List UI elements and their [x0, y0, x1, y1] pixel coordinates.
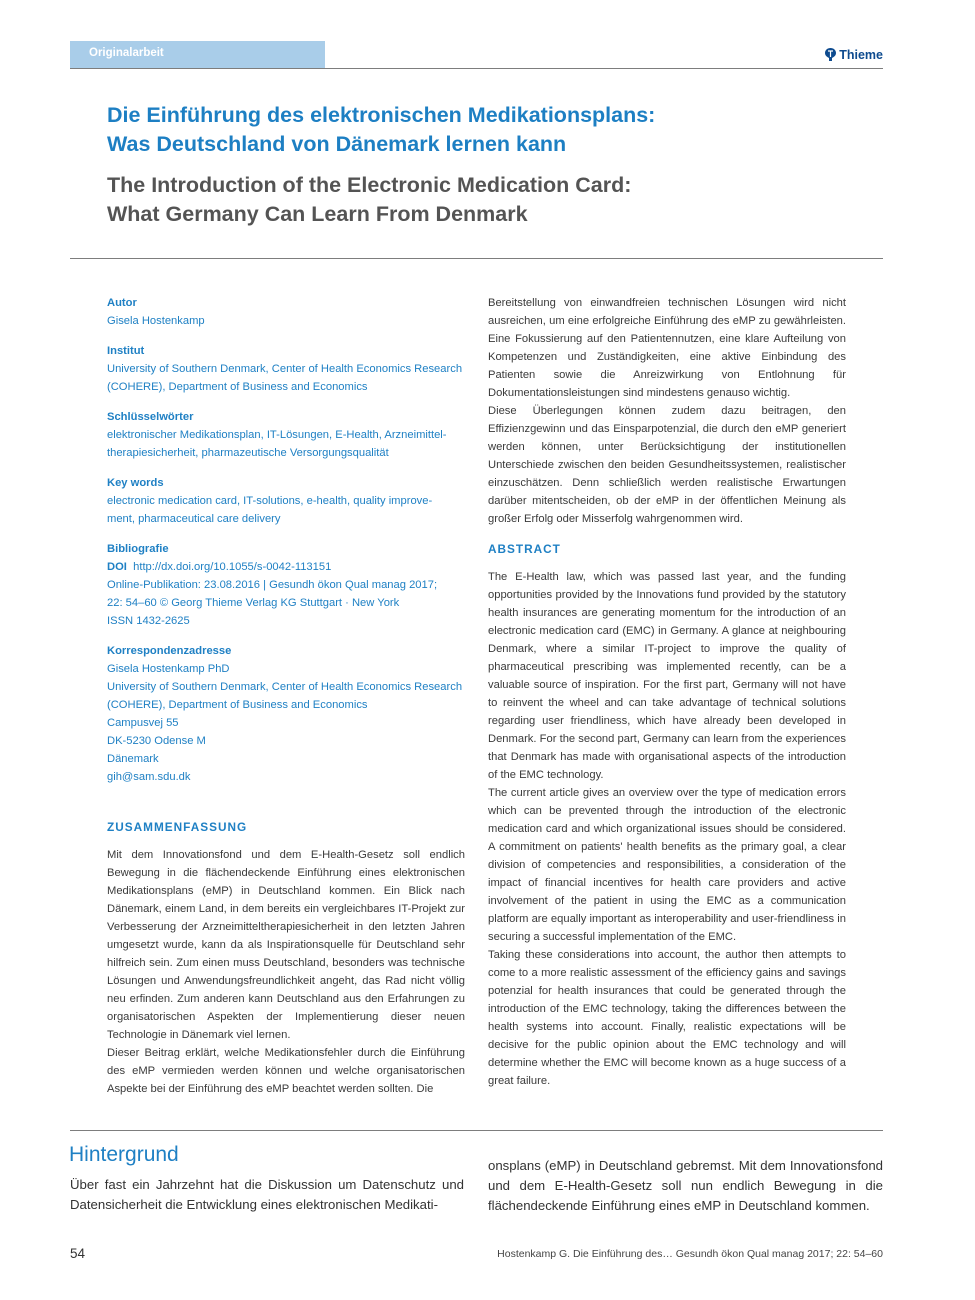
bibliography-line: Online-Publikation: 23.08.2016 | Gesundh ökon Qual manag 2017;	[107, 579, 438, 591]
zusammenfassung-continued	[488, 294, 846, 528]
title-divider	[70, 258, 883, 259]
correspondence-section	[107, 642, 467, 786]
title-english-line1: The Introduction of the Electronic Medication Card:	[107, 173, 632, 197]
correspondence-line: Gisela Hostenkamp PhD	[107, 663, 230, 675]
keywords-en-line: ment, pharmaceutical care delivery	[107, 513, 281, 525]
zusammenfassung-body	[107, 846, 465, 1098]
abstract-paragraph: The current article gives an overview over the type of medication errors which can be prevented through the introduction of the electronic medication card and which organizational issues should be considered. A commitment on patients' health benefits as the primary goal, a clear division of competencies and responsibilities, a consideration of the impact of financial incentives for health care providers and active involvement of the patient in using the EMC as a communication platform are equally important as interoperability and user-friendliness in securing a successful implementation of the EMC.	[488, 787, 846, 943]
thieme-logo-icon	[825, 48, 836, 61]
zusammenfassung-heading: ZUSAMMENFASSUNG	[107, 820, 248, 834]
keywords-de-line: therapiesicherheit, pharmazeutische Versorgungsqualität	[107, 447, 389, 459]
title-english	[107, 171, 807, 229]
abstract-heading: ABSTRACT	[488, 542, 561, 556]
header-divider	[70, 68, 883, 69]
author-label: Autor	[107, 297, 137, 309]
abstract-paragraph: The E-Health law, which was passed last year, and the funding opportunities provided by the Innovations fund provided by the statutory health insurances are generating momentum for the introduction of an electronic medication card (EMC) in Germany. A glance at neighbouring Denmark, where a similar IT-project to improve the quality of pharmaceutical prescribing was implemented recently, can be a valuable source of inspiration. For the first part, Germany will not have to reinvent the wheel and can take advantage of technical solutions regarding user friendliness, which have already been developed in Denmark. For the second part, Germany can learn from the experiences that Denmark has made with organisational aspects of the introduction of the EMC technology.	[488, 571, 846, 781]
keywords-en-section	[107, 474, 467, 528]
institute-section	[107, 342, 467, 396]
author-name: Gisela Hostenkamp	[107, 315, 205, 327]
institute-line: University of Southern Denmark, Center of Health Economics Research	[107, 363, 463, 375]
abstract-body	[488, 568, 846, 1090]
keywords-de-label: Schlüsselwörter	[107, 411, 194, 423]
section-divider	[70, 1130, 883, 1131]
keywords-en-line: electronic medication card, IT-solutions, e-health, quality improve-	[107, 495, 433, 507]
hintergrund-text-left: Über fast ein Jahrzehnt hat die Diskussion um Datenschutz und Datensicherheit die Entwicklung eines elektronischen Medikati-	[70, 1177, 464, 1212]
publisher-name: Thieme	[839, 48, 883, 62]
correspondence-line: Campusvej 55	[107, 717, 179, 729]
institute-label: Institut	[107, 345, 145, 357]
zusammenfassung-paragraph: Bereitstellung von einwandfreien technischen Lösungen wird nicht ausreichen, um eine erfolgreiche Einführung des eMP zu gewährleisten. Eine Fokussierung auf den Patientennutzen, eine klare Aufteilung von Kompetenzen und Zuständigkeiten, eine aktive Einbindung des Patienten sowie die Anreizwirkung von Entlohnung für Dokumentationsleistungen sind mindestens genauso wichtig.	[488, 297, 846, 399]
correspondence-label: Korrespondenzadresse	[107, 645, 232, 657]
doi-label: DOI	[107, 561, 127, 573]
keywords-en-label: Key words	[107, 477, 164, 489]
correspondence-email[interactable]: gih@sam.sdu.dk	[107, 771, 191, 783]
title-german-line1: Die Einführung des elektronischen Medikationsplans:	[107, 103, 656, 127]
zusammenfassung-paragraph: Diese Überlegungen können zudem dazu beitragen, den Effizienzgewinn und das Einsparpotenzial, die durch den eMP generiert werden können, unter Berücksichtigung der institutionellen Unterschiede zwischen den beiden Gesundheitssystemen, realistischer einzuschätzen. Denn schließlich werden realistische Erwartungen darüber mitentscheiden, ob der eMP in der öffentlichen Meinung als großer Erfolg oder Misserfolg wahrgenommen wird.	[488, 405, 846, 525]
doi-line	[107, 558, 467, 576]
correspondence-line: (COHERE), Department of Business and Economics	[107, 699, 368, 711]
zusammenfassung-paragraph: Mit dem Innovationsfond und dem E-Health-Gesetz soll endlich Bewegung in die flächendeckende Einführung eines elektronischen Medikationsplans (eMP) in Deutschland kommen. Ein Blick nach Dänemark, einem Land, in dem bereits ein vergleichbares IT-Projekt zur Verbesserung der Arzneimitteltherapiesicherheit in den letzten Jahren umgesetzt wurde, kann da als Inspirationsquelle für Deutschland sehr hilfreich sein. Zum einen muss Deutschland, besonders was technische Lösungen und Anwendungsfreundlichkeit angeht, das Rad nicht völlig neu erfinden. Zum anderen kann Deutschland aus den Erfahrungen zu organisatorischen Aspekten der Implementierung dieser neuen Technologie in Dänemark viel lernen.	[107, 849, 465, 1041]
doi-link[interactable]: http://dx.doi.org/10.1055/s-0042-113151	[133, 561, 332, 573]
correspondence-line: DK-5230 Odense M	[107, 735, 206, 747]
section-tab	[70, 41, 325, 68]
title-german-line2: Was Deutschland von Dänemark lernen kann	[107, 132, 567, 156]
correspondence-line: University of Southern Denmark, Center of Health Economics Research	[107, 681, 463, 693]
bibliography-label: Bibliografie	[107, 543, 169, 555]
bibliography-line: 22: 54–60 © Georg Thieme Verlag KG Stuttgart · New York	[107, 597, 400, 609]
footer-citation: Hostenkamp G. Die Einführung des… Gesundh ökon Qual manag 2017; 22: 54–60	[497, 1248, 883, 1260]
institute-line: (COHERE), Department of Business and Economics	[107, 381, 368, 393]
title-english-line2: What Germany Can Learn From Denmark	[107, 202, 528, 226]
hintergrund-text-right: onsplans (eMP) in Deutschland gebremst. Mit dem Innovationsfond und dem E-Health-Gesetz soll nun endlich Bewegung in die flächendeckende Einführung eines eMP in Deutschland kommen.	[488, 1158, 883, 1213]
section-tab-label: Originalarbeit	[89, 47, 164, 59]
publisher-logo	[825, 48, 883, 62]
issn-line: ISSN 1432-2625	[107, 615, 190, 627]
correspondence-line: Dänemark	[107, 753, 159, 765]
page-number: 54	[70, 1246, 86, 1261]
author-section	[107, 294, 467, 330]
zusammenfassung-paragraph: Dieser Beitrag erklärt, welche Medikationsfehler durch die Einführung des eMP vermieden werden können und welche organisatorischen Aspekte bei der Einführung des eMP beachtet werden sollten. Die	[107, 1047, 465, 1095]
title-german	[107, 101, 807, 159]
bibliography-section	[107, 540, 467, 630]
article-metadata	[107, 294, 467, 798]
hintergrund-heading: Hintergrund	[69, 1143, 179, 1166]
abstract-paragraph: Taking these considerations into account, the author then attempts to come to a more realistic assessment of the efficiency gains and savings potenzial for health insurances that could be generated through the introduction of the EMC technology, taking the differences between the health systems into account. Finally, realistic expectations will be decisive for the public opinion about the EMC technology and will determine whether the EMC will become known as a huge success of a great failure.	[488, 949, 846, 1087]
keywords-de-line: elektronischer Medikationsplan, IT-Lösungen, E-Health, Arzneimittel-	[107, 429, 447, 441]
keywords-de-section	[107, 408, 467, 462]
